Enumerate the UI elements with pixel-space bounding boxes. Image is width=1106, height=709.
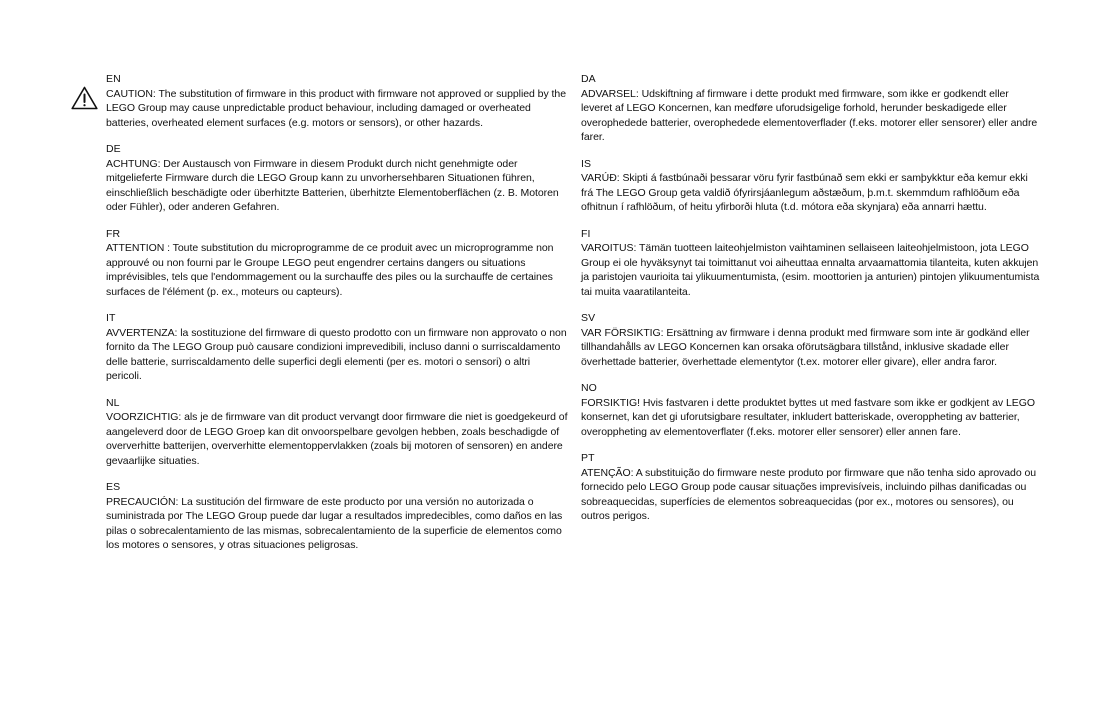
section-pt xyxy=(581,451,1041,524)
language-code: DA xyxy=(581,73,596,85)
language-code: NO xyxy=(581,382,597,394)
caution-text: VARÚÐ: Skipti á fastbúnaði þessarar vöru fyrir fastbúnað sem ekki er samþykktur eða kemur ekki frá The LEGO Group geta valdið ófyrirsjáanlegum aðstæðum, þ.m.t. skemmdum rafhlöðum eða ofhitnun í rafhlöðum, of heitu yfirborði hluta (t.d. mótora eða skynjara) eða annarri hættu. xyxy=(581,172,1028,213)
language-code: FI xyxy=(581,227,591,240)
section-no xyxy=(581,381,1041,439)
caution-text: CAUTION: The substitution of firmware in this product with firmware not approved or supplied by the LEGO Group may cause unpredictable product behaviour, including damaged or overheated batteries, overheated element surfaces (e.g. motors or sensors), or other hazards. xyxy=(106,87,566,129)
caution-text: VAR FÖRSIKTIG: Ersättning av firmware i denna produkt med firmware som inte är godkänd eller tillhandahålls av LEGO Koncernen kan orsaka oförutsägbara tillstånd, inklusive skadade eller överhettade batterier, överhettade elementytor (t.ex. motorer eller givare), eller andra faror. xyxy=(581,326,1030,368)
caution-text: ADVARSEL: Udskiftning af firmware i dette produkt med firmware, som ikke er godkendt eller leveret af LEGO Koncernen, kan medføre uforudsigelige forhold, herunder beskadigede eller overophedede batterier, overophedede elementoverflader (f.eks. motorer eller sensorer) eller andre farer. xyxy=(581,87,1038,143)
language-code: IS xyxy=(581,157,592,170)
caution-text: ATTENTION : Toute substitution du microprogramme de ce produit avec un microprogramme non approuvé ou non fourni par le Groupe LEGO peut engendrer certains dangers ou situations imprévisibles, tels que l'endommagement ou la surchauffe des piles ou la surchauffe de certaines surfaces de l'élément (p. ex., moteurs ou capteurs). xyxy=(106,242,554,298)
caution-text: VOORZICHTIG: als je de firmware van dit product vervangt door firmware die niet is goedgekeurd of aangeleverd door de LEGO Groep kan dit onvoorspelbare gevolgen hebben, zoals beschadigde of oververhitte batterijen, oververhitte elementoppervlakken (zoals bij motoren of sensoren) en andere gevaarlijke situaties. xyxy=(106,411,568,467)
language-code: IT xyxy=(106,312,116,324)
section-is xyxy=(581,157,1041,215)
language-code: DE xyxy=(106,143,121,155)
language-code: ES xyxy=(106,481,121,493)
language-code: FR xyxy=(106,227,121,240)
section-es xyxy=(106,480,568,553)
section-nl xyxy=(106,396,568,469)
caution-text: PRECAUCIÓN: La sustitución del firmware de este producto por una versión no autorizada o suministrada por The LEGO Group puede dar lugar a resultados impredecibles, como daños en las pilas o sobrecalentamiento de las mismas, sobrecalentamiento de la superficie de elementos como los motores o sensores, y otras situaciones peligrosas. xyxy=(106,495,563,551)
section-it xyxy=(106,311,568,384)
caution-text: ATENÇÃO: A substituição do firmware neste produto por firmware que não tenha sido aprovado ou fornecido pelo LEGO Group pode causar situações imprevisíveis, incluindo pilhas danificadas ou sobreaquecidas, superfícies de elementos sobreaquecidas (por ex., motores ou sensores), ou outros perigos. xyxy=(581,466,1037,522)
left-column xyxy=(106,72,568,565)
section-fi xyxy=(581,227,1041,300)
right-column xyxy=(581,72,1041,536)
caution-text: VAROITUS: Tämän tuotteen laiteohjelmiston vaihtaminen sellaiseen laiteohjelmistoon, jota LEGO Group ei ole hyväksynyt tai toimittanut voi aiheuttaa ennalta arvaamattomia tilanteita, kuten akkujen ja paristojen vaurioita tai ylikuumentumista, (esim. moottorien ja anturien) pintojen ylikuumentumista tai muita vaaratilanteita. xyxy=(581,242,1040,298)
language-code: SV xyxy=(581,312,596,324)
section-sv xyxy=(581,311,1041,369)
section-fr xyxy=(106,227,568,300)
section-de xyxy=(106,142,568,215)
language-code: PT xyxy=(581,452,595,464)
warning-triangle-icon xyxy=(71,86,98,110)
caution-text: ACHTUNG: Der Austausch von Firmware in diesem Produkt durch nicht genehmigte oder mitgelieferte Firmware durch die LEGO Group kann zu unvorhersehbaren Situationen führen, einschließlich beschädigte oder überhitzte Batterien, überhitzte Elementoberflächen (z. B. Motoren oder Fühler), oder anderen Gefahren. xyxy=(106,157,559,213)
section-en xyxy=(106,72,568,130)
language-code: NL xyxy=(106,396,120,409)
language-code: EN xyxy=(106,73,121,85)
section-da xyxy=(581,72,1041,145)
caution-text: AVVERTENZA: la sostituzione del firmware di questo prodotto con un firmware non approvato o non fornito da The LEGO Group può causare condizioni imprevedibili, incluso danni o surriscaldamento delle batterie, surriscaldamento delle superfici degli elementi (per es. motori o sensori) o altri pericoli. xyxy=(106,326,567,382)
caution-text: FORSIKTIG! Hvis fastvaren i dette produktet byttes ut med fastvare som ikke er godkjent av LEGO konsernet, kan det gi uforutsigbare resultater, inkludert batteriskade, overoppheting av batterier, overoppheting av elementoverflater (f.eks. motorer eller sensorer) eller annen fare. xyxy=(581,396,1035,438)
